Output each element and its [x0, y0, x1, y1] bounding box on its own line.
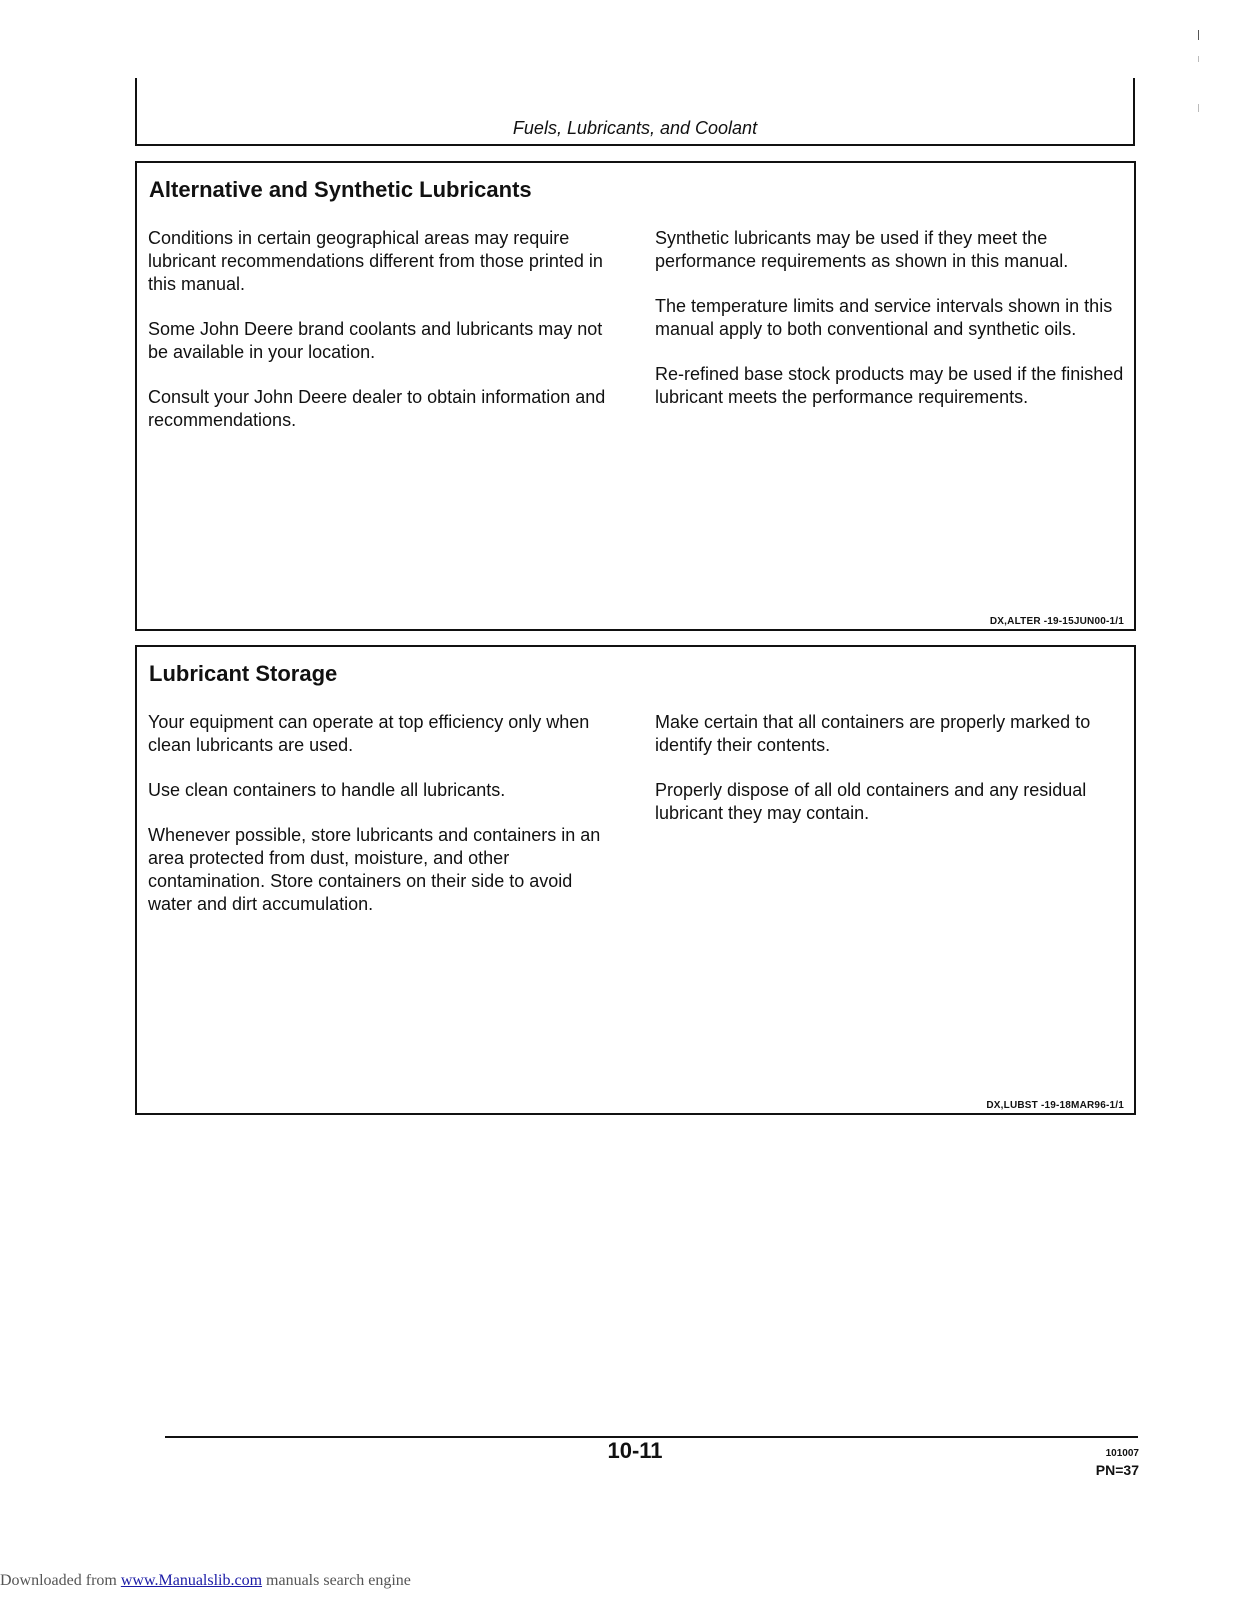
- paragraph: Conditions in certain geographical areas may require lubricant recommendations different from those printed in this manual.: [148, 228, 603, 294]
- paragraph: Your equipment can operate at top efficiency only when clean lubricants are used.: [148, 712, 590, 755]
- left-column: [148, 711, 618, 938]
- right-column: [655, 711, 1125, 847]
- section-alternative-synthetic-lubricants: [135, 161, 1136, 631]
- paragraph: Use clean containers to handle all lubricants.: [148, 780, 506, 800]
- paragraph: Properly dispose of all old containers and any residual lubricant they may contain.: [655, 780, 1087, 823]
- paragraph: Consult your John Deere dealer to obtain information and recommendations.: [148, 387, 606, 430]
- left-column: [148, 227, 618, 454]
- document-code: 101007: [1105, 1448, 1139, 1459]
- paragraph: Whenever possible, store lubricants and containers in an area protected from dust, moisture, and other contamination. Store containers on their side to avoid water and dirt accumulation.: [148, 825, 601, 914]
- scan-artifact: [1198, 104, 1199, 112]
- page-number: 10-11: [607, 1438, 663, 1463]
- page-sequence-number: PN=37: [1095, 1462, 1139, 1478]
- right-column: [655, 227, 1125, 431]
- paragraph: Make certain that all containers are properly marked to identify their contents.: [655, 712, 1091, 755]
- section-title: Alternative and Synthetic Lubricants: [149, 177, 532, 202]
- paragraph: Synthetic lubricants may be used if they meet the performance requirements as shown in this manual.: [655, 228, 1069, 271]
- manualslib-link[interactable]: www.Manualslib.com: [120, 1572, 263, 1589]
- reference-code: DX,LUBST -19-18MAR96-1/1: [986, 1100, 1124, 1111]
- download-banner: [0, 1572, 411, 1590]
- paragraph: Some John Deere brand coolants and lubricants may not be available in your location.: [148, 319, 603, 362]
- reference-code: DX,ALTER -19-15JUN00-1/1: [989, 616, 1124, 627]
- download-prefix: Downloaded from: [0, 1572, 121, 1589]
- section-title: Lubricant Storage: [149, 661, 338, 686]
- scan-artifact: [1198, 30, 1199, 40]
- page-header-title: Fuels, Lubricants, and Coolant: [512, 118, 758, 138]
- section-lubricant-storage: [135, 645, 1136, 1115]
- paragraph: The temperature limits and service intervals shown in this manual apply to both conventional and synthetic oils.: [655, 296, 1113, 339]
- paragraph: Re-refined base stock products may be used if the finished lubricant meets the performance requirements.: [655, 364, 1124, 407]
- page-header-frame: [135, 78, 1135, 146]
- download-suffix: manuals search engine: [262, 1572, 411, 1589]
- scan-artifact: [1198, 56, 1199, 62]
